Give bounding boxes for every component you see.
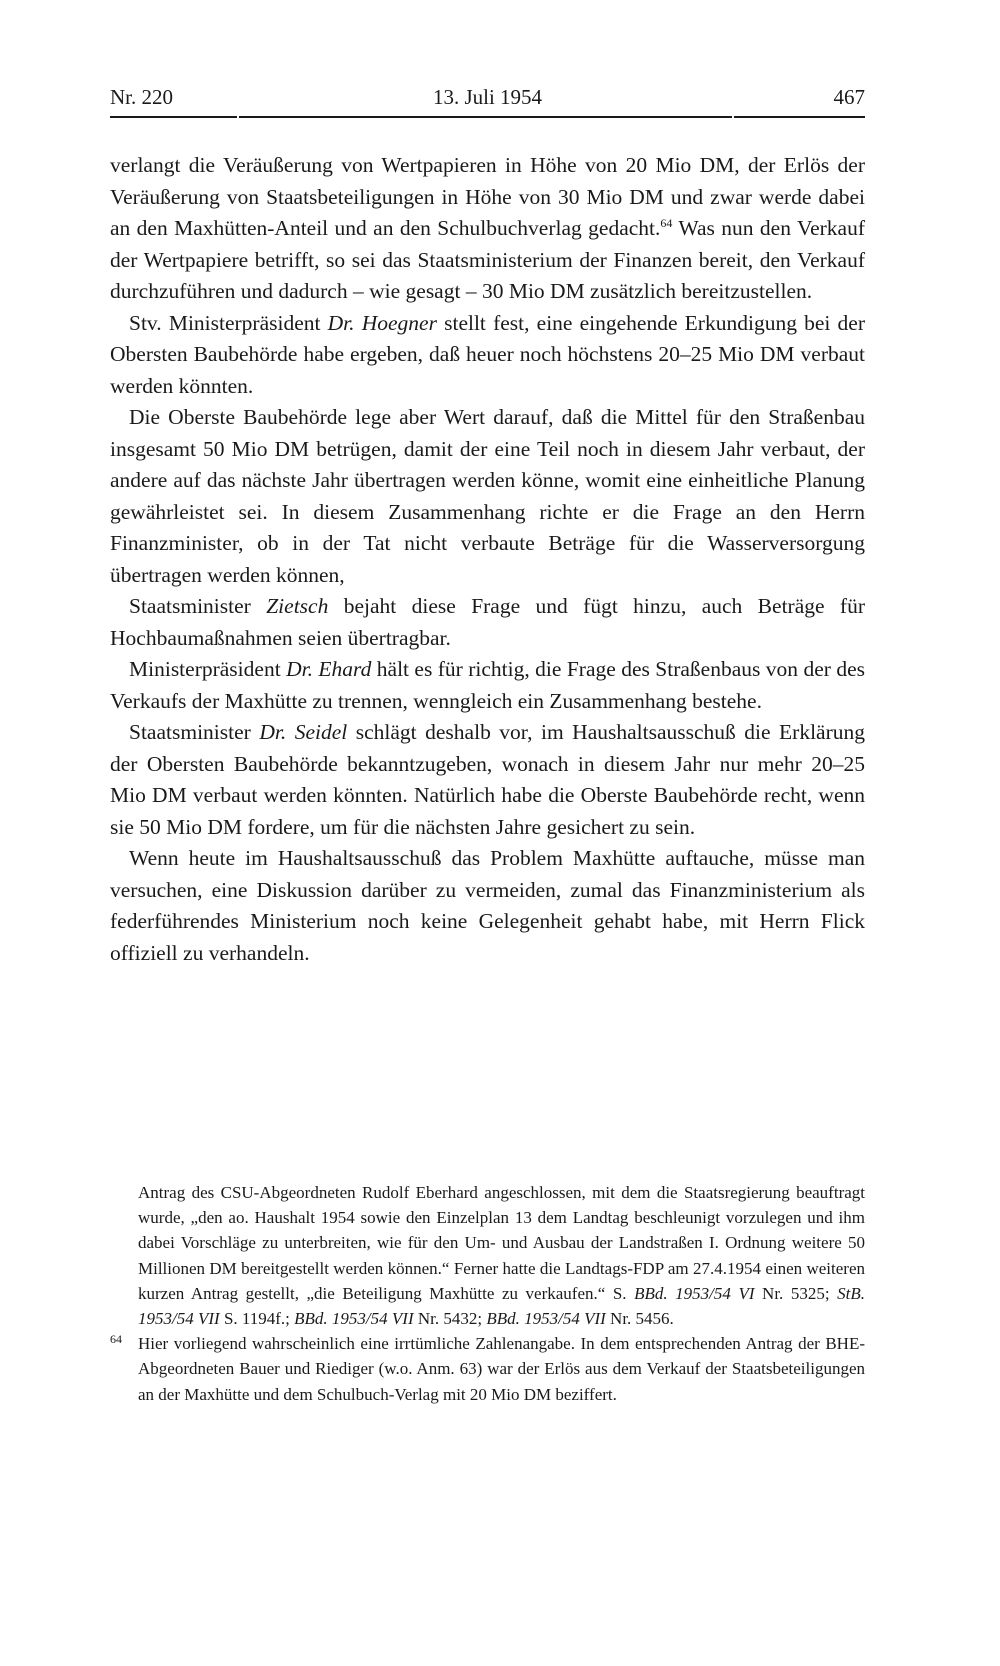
italic-name: BBd. 1953/54 VI — [634, 1283, 755, 1303]
running-header — [110, 84, 865, 118]
text-run: Nr. 5325; — [754, 1283, 838, 1303]
paragraph — [110, 654, 865, 717]
text-run: Wenn heute im Haushaltsausschuß das Problem Maxhütte auftauche, müsse man versuchen, eine Diskussion darüber zu vermeiden, zumal das Finanzministerium als federführendes Ministerium noch keine Gelegenheit gehabt habe, mit Herrn Flick offiziell zu verhandeln. — [110, 846, 865, 965]
italic-name: Dr. Seidel — [259, 720, 348, 744]
page-number: 467 — [833, 85, 865, 109]
text-run: verlangt die Veräußerung von Wertpapieren in Höhe von 20 Mio DM, der Erlös der Veräußerung von Staatsbeteiligungen in Höhe von 30 Mio DM und zwar werde dabei an den Maxhütten-Anteil und an den Schulbuchverlag gedacht. — [110, 153, 865, 240]
italic-name: Dr. Hoegner — [327, 310, 437, 335]
document-number: Nr. 220 — [110, 85, 173, 109]
footnotes — [110, 1180, 865, 1407]
text-run: schlägt deshalb vor, im Haushaltsausschuß die Erklärung der Obersten Baubehörde bekanntzugeben, wonach in diesem Jahr nur mehr 20–25 Mio DM verbaut werden könnten. Natürlich habe die Oberste Baubehörde recht, wenn sie 50 Mio DM fordere, um für die nächsten Jahre gesichert zu sein. — [110, 720, 866, 839]
text-run: Die Oberste Baubehörde lege aber Wert darauf, daß die Mittel für den Straßenbau insgesamt 50 Mio DM betrügen, damit der eine Teil noch in diesem Jahr verbaut, der andere auf das nächste Jahr übertragen werden könne, womit eine einheitliche Planung gewährleistet sei. In diesem Zusammenhang richte er die Frage an den Herrn Finanzminister, ob in der Tat nicht verbaute Beträge für die Wasserversorgung übertragen werden können, — [110, 405, 865, 587]
text-run: bejaht diese Frage und fügt hinzu, auch Beträge für Hochbaumaßnahmen seien übertragbar. — [110, 594, 865, 650]
paragraph — [110, 717, 865, 843]
paragraph — [110, 402, 865, 591]
paragraph — [110, 150, 865, 308]
italic-name: BBd. 1953/54 VII — [486, 1309, 606, 1329]
text-run: stellt fest, eine eingehende Erkundigung bei der Obersten Baubehörde habe ergeben, daß heuer noch höchstens 20–25 Mio DM verbaut werden könnten. — [110, 310, 865, 398]
text-run: Was nun den Verkauf der Wertpapiere betrifft, so sei das Staatsministerium der Finanzen bereit, den Verkauf durchzuführen und dadurch – wie gesagt – 30 Mio DM zusätzlich bereitzustellen. — [110, 216, 866, 303]
paragraph — [110, 591, 865, 654]
main-text — [110, 150, 865, 969]
text-run: Nr. 5432; — [413, 1309, 487, 1329]
footnote-reference: 64 — [660, 216, 673, 230]
text-run: S. 1194f.; — [219, 1309, 295, 1329]
header-rule — [239, 116, 732, 118]
text-run: hält es für richtig, die Frage des Straßenbaus von der des Verkaufs der Maxhütte zu trennen, wenngleich ein Zusammenhang bestehe. — [110, 657, 866, 713]
footnote-marker: 64 — [110, 1332, 122, 1347]
text-run: Staatsminister — [129, 720, 260, 744]
footnote — [110, 1331, 865, 1407]
text-run: Nr. 5456. — [605, 1309, 674, 1329]
header-date: 13. Juli 1954 — [432, 85, 543, 109]
footnote — [110, 1180, 865, 1331]
header-rule — [734, 116, 865, 118]
italic-name: Dr. Ehard — [286, 657, 372, 681]
paragraph — [110, 308, 865, 403]
italic-name: Zietsch — [266, 594, 329, 618]
italic-name: BBd. 1953/54 VII — [294, 1309, 414, 1329]
italic-name: StB. 1953/54 VII — [138, 1283, 865, 1329]
text-run: Ministerpräsident — [129, 657, 287, 681]
text-run: Staatsminister — [129, 594, 267, 618]
text-run: Antrag des CSU-Abgeordneten Rudolf Eberhard angeschlossen, mit dem die Staatsregierung beauftragt wurde, „den ao. Haushalt 1954 sowie den Einzelplan 13 dem Landtag beschleunigt vorzulegen und ihm dabei Vorschläge zu unterbreiten, wie für den Um- und Ausbau der Landstraßen I. Ordnung weitere 50 Millionen DM bereitgestellt werden können.“ Ferner hatte die Landtags-FDP am 27.4.1954 einen weiteren kurzen Antrag gestellt, „die Beteiligung Maxhütte zu verkaufen.“ S. — [138, 1183, 865, 1303]
text-run: Hier vorliegend wahrscheinlich eine irrtümliche Zahlenangabe. In dem entsprechenden Antrag der BHE-Abgeordneten Bauer und Riediger (w.o. Anm. 63) war der Erlös aus dem Verkauf der Staatsbeteiligungen an der Maxhütte und dem Schulbuch-Verlag mit 20 Mio DM beziffert. — [138, 1334, 865, 1404]
text-run: Stv. Ministerpräsident — [129, 310, 328, 335]
header-rule — [110, 116, 237, 118]
paragraph — [110, 843, 865, 969]
